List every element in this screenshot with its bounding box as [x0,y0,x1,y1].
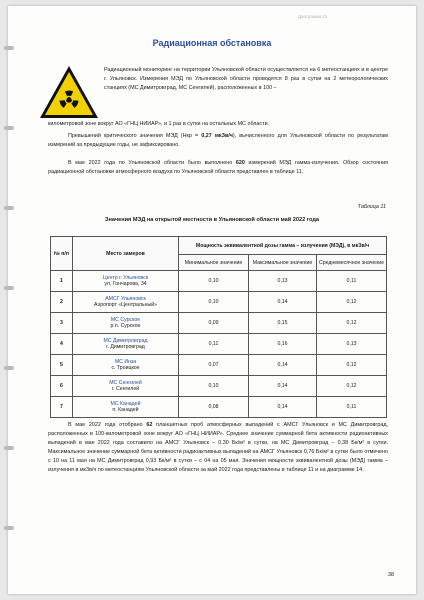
table-row [51,313,387,334]
cell-place: МС Сурское р.п. Сурское [73,313,179,334]
cell-max: 0,14 [249,397,317,418]
binder-hole [4,366,14,370]
cell-max: 0,14 [249,376,317,397]
cell-min: 0,09 [179,313,249,334]
measurements-paragraph: В мае 2022 года по Ульяновской области было выполнено 620 измерений МЭД гамма-излучения. Обзор состояния радиационной обстановки атмосферного воздуха по Ульяновской области представлен в таблице 11. [48,160,388,175]
cell-number: 7 [51,397,73,418]
col-header-power: Мощность эквивалентной дозы гамма – излучения (МЭД), в мкЗв/ч [179,237,387,255]
cell-avg: 0,12 [317,376,387,397]
cell-place: Центр г. Ульяновск ул. Гончарова, 34 [73,271,179,292]
cell-avg: 0,12 [317,313,387,334]
cell-min: 0,07 [179,355,249,376]
binder-hole [4,206,14,210]
cell-place: МС Димитровград г. Димитровград [73,334,179,355]
cell-min: 0,10 [179,292,249,313]
table-row [51,355,387,376]
fallout-paragraph: В мае 2022 года отобрано 62 планшетных проб атмосферных выпадений с АМСГ Ульяновск и МС Димитровград, расположенных в 100-километровой зоне вокруг АО «ГНЦ НИИАР». Среднее значение суммарной бета активности радиоактивных выпадений в мае 2022 года составило на АМСГ Ульяновск – 0,30 Бк/м² в сутки, на МС Димитровград – 0,38 Бк/м² в сутки. Максимальное значение суммарной бета активности радиоактивных выпадений на АМСГ Ульяновск 0,76 Бк/м² в сутки было отмечено с 10 на 11 мая на МС Димитровград 0,93 Бк/м² в сутки – с 04 на 05 мая. Значения мощности эквивалентной дозы (МЭД) гамма – излучения в мкЗв/ч по метеостанциям Ульяновской области за май 2022 года представлены в таблице 11 и на диаграмме 14. [48,422,388,473]
cell-place: МС Сенгилей г. Сенгилей [73,376,179,397]
table-number: Таблица 11 [357,204,386,210]
col-header-avg: Среднемесячное значение [317,255,387,271]
cell-number: 4 [51,334,73,355]
cell-place: МС Канадей п. Канадей [73,397,179,418]
col-header-number: № п/п [51,237,73,271]
cell-min: 0,10 [179,376,249,397]
cell-number: 1 [51,271,73,292]
med-table [50,236,387,418]
cell-avg: 0,13 [317,334,387,355]
col-header-min: Минимальное значение [179,255,249,271]
cell-place: МС Инза с. Троицкое [73,355,179,376]
col-header-place: Место замеров [73,237,179,271]
radiation-hazard-icon [38,64,100,120]
binder-hole [4,446,14,450]
bleed-through-text: Диаграмма 11 [298,14,328,19]
cell-max: 0,13 [249,271,317,292]
cell-max: 0,16 [249,334,317,355]
cell-max: 0,15 [249,313,317,334]
page-title: Радиационная обстановка [152,38,272,48]
cell-avg: 0,11 [317,397,387,418]
table-row [51,271,387,292]
intro-paragraph: Радиационный мониторинг на территории Ульяновской области осуществляется на 6 метеостанциях и в центре г. Ульяновск. Измерения МЭД по Ульяновской области проводятся 8 раз в сутки на 2 метеорологических станциях (МС Димитровград, МС Сенгилей), расположенных в 100 – [104,67,388,91]
binder-hole [4,526,14,530]
cell-min: 0,08 [179,397,249,418]
cell-max: 0,14 [249,292,317,313]
cell-number: 6 [51,376,73,397]
cell-avg: 0,12 [317,292,387,313]
cell-place: АМСГ Ульяновск Аэропорт «Центральный» [73,292,179,313]
cell-avg: 0,12 [317,355,387,376]
cell-avg: 0,11 [317,271,387,292]
page-number: 38 [388,572,394,578]
table-row [51,292,387,313]
table-row [51,334,387,355]
cell-max: 0,14 [249,355,317,376]
table-row [51,397,387,418]
cell-min: 0,10 [179,271,249,292]
table-row [51,376,387,397]
table-title: Значения МЭД на открытой местности в Ульяновской области май 2022 года [105,217,319,223]
cell-number: 5 [51,355,73,376]
intro-paragraph-cont: километровой зоне вокруг АО «ГНЦ НИИАР», и 1 раз в сутки на остальных МС области. [48,121,270,127]
cell-number: 2 [51,292,73,313]
binder-hole [4,126,14,130]
threshold-paragraph: Превышений критического значения МЭД (Нкр = 0,27 мкЗв/ч), вычисленного для Ульяновской области по результатам измерений за предыдущие годы, не зафиксировано. [48,133,388,148]
binder-hole [4,286,14,290]
document-page [8,6,416,594]
cell-min: 0,11 [179,334,249,355]
cell-number: 3 [51,313,73,334]
col-header-max: Максимальное значение [249,255,317,271]
